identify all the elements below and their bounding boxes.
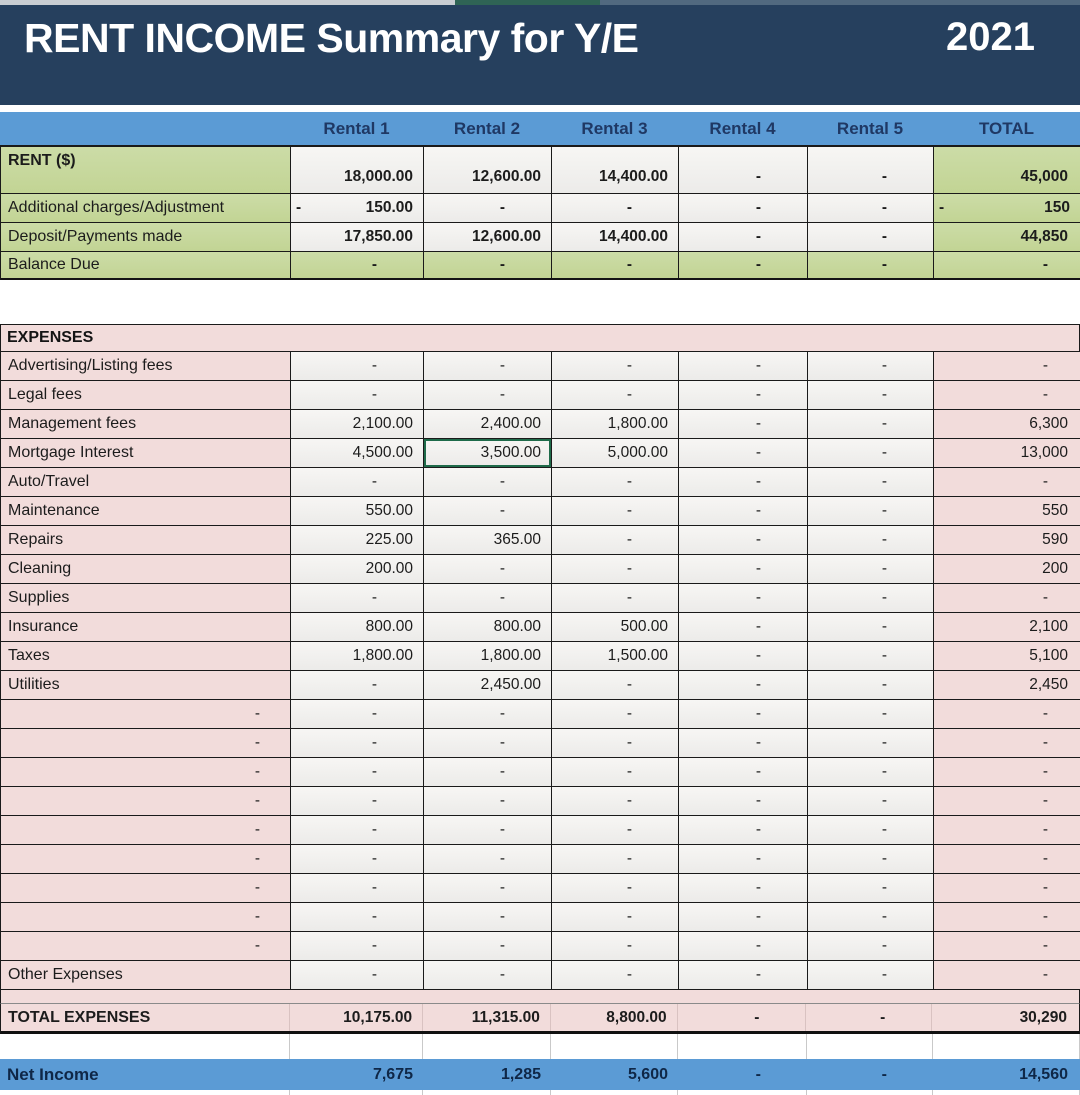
data-cell[interactable]: 14,400.00 xyxy=(552,223,679,251)
data-cell[interactable]: - xyxy=(291,961,424,989)
table-row xyxy=(1,439,1080,468)
data-cell[interactable]: - xyxy=(552,816,679,844)
data-cell[interactable]: - xyxy=(808,252,934,278)
data-cell[interactable]: 1,800.00 xyxy=(291,642,424,670)
data-cell[interactable]: - xyxy=(808,439,934,467)
data-cell[interactable]: 365.00 xyxy=(424,526,552,554)
data-cell[interactable]: - xyxy=(679,845,808,873)
data-cell[interactable]: - xyxy=(679,381,808,409)
expenses-footer-strip xyxy=(0,990,1080,1004)
data-cell[interactable]: - xyxy=(808,584,934,612)
data-cell[interactable]: - xyxy=(679,903,808,931)
column-header-total[interactable]: TOTAL xyxy=(978,118,1035,138)
data-cell[interactable]: - xyxy=(552,584,679,612)
data-cell[interactable]: - xyxy=(806,1004,932,1031)
data-cell[interactable]: - xyxy=(552,468,679,496)
data-cell[interactable]: - xyxy=(291,816,424,844)
data-cell[interactable]: - xyxy=(552,671,679,699)
data-cell[interactable]: - xyxy=(552,845,679,873)
data-cell[interactable]: 5,600 xyxy=(627,1065,668,1083)
data-cell[interactable]: 18,000.00 xyxy=(291,147,424,193)
row-label-cell[interactable]: - xyxy=(1,700,291,728)
data-cell[interactable]: 8,800.00 xyxy=(551,1004,678,1031)
data-cell[interactable]: - xyxy=(679,932,808,960)
data-cell[interactable]: - xyxy=(291,903,424,931)
column-header-rental-1[interactable]: Rental 1 xyxy=(323,118,390,138)
data-cell[interactable]: - xyxy=(424,874,552,902)
sheet-title: RENT INCOME Summary for Y/E xyxy=(24,15,639,61)
total-cell[interactable]: - xyxy=(934,903,1080,931)
data-cell[interactable]: 17,850.00 xyxy=(291,223,424,251)
data-cell[interactable]: - xyxy=(808,526,934,554)
row-label-cell[interactable]: - xyxy=(1,845,291,873)
data-cell[interactable]: - xyxy=(424,961,552,989)
data-cell[interactable]: - xyxy=(424,468,552,496)
table-row xyxy=(1,497,1080,526)
data-cell[interactable]: - xyxy=(808,381,934,409)
data-cell[interactable]: - xyxy=(808,555,934,583)
data-cell[interactable]: - xyxy=(424,497,552,525)
data-cell[interactable]: - xyxy=(679,439,808,467)
data-cell[interactable]: - xyxy=(291,787,424,815)
data-cell[interactable]: - xyxy=(679,816,808,844)
data-cell[interactable]: - xyxy=(808,903,934,931)
data-cell[interactable]: - xyxy=(552,903,679,931)
data-cell[interactable]: - xyxy=(679,555,808,583)
data-cell[interactable]: - xyxy=(679,526,808,554)
data-cell[interactable]: 1,800.00 xyxy=(424,642,552,670)
table-row xyxy=(1,961,1080,990)
data-cell[interactable]: 12,600.00 xyxy=(424,147,552,193)
data-cell[interactable]: - xyxy=(552,555,679,583)
data-cell[interactable]: - xyxy=(808,223,934,251)
data-cell[interactable]: 550.00 xyxy=(291,497,424,525)
column-header-row xyxy=(0,112,1080,145)
row-label-cell[interactable]: Utilities xyxy=(1,671,291,699)
total-cell[interactable]: - xyxy=(934,252,1080,278)
data-cell[interactable]: - xyxy=(424,555,552,583)
data-cell[interactable]: - xyxy=(679,194,808,222)
data-cell[interactable]: - xyxy=(679,729,808,757)
data-cell[interactable]: - xyxy=(424,252,552,278)
data-cell[interactable]: - xyxy=(808,194,934,222)
table-row xyxy=(1,932,1080,961)
data-cell[interactable]: - xyxy=(424,729,552,757)
empty-cell[interactable] xyxy=(0,1034,290,1059)
row-label-cell[interactable]: Mortgage Interest xyxy=(1,439,291,467)
total-cell[interactable]: - xyxy=(934,961,1080,989)
data-cell[interactable]: 1,285 xyxy=(500,1065,541,1083)
data-cell[interactable]: - xyxy=(808,642,934,670)
total-cell[interactable]: - xyxy=(934,468,1080,496)
data-cell[interactable]: - xyxy=(552,352,679,380)
section-header-expenses[interactable] xyxy=(0,324,1080,352)
total-cell[interactable]: 5,100 xyxy=(934,642,1080,670)
table-row xyxy=(1,700,1080,729)
section-gap xyxy=(0,280,1080,324)
data-cell[interactable]: - xyxy=(679,497,808,525)
table-row xyxy=(1,787,1080,816)
data-cell[interactable]: - xyxy=(291,758,424,786)
table-row xyxy=(1,642,1080,671)
data-cell[interactable]: - xyxy=(808,468,934,496)
data-cell[interactable]: - xyxy=(552,729,679,757)
data-cell[interactable]: 11,315.00 xyxy=(423,1004,551,1031)
empty-cell[interactable] xyxy=(423,1090,551,1095)
data-cell[interactable]: - xyxy=(552,700,679,728)
data-cell[interactable]: - xyxy=(552,961,679,989)
row-label-cell[interactable]: Legal fees xyxy=(1,381,291,409)
data-cell[interactable]: 4,500.00 xyxy=(291,439,424,467)
table-row xyxy=(1,147,1080,194)
data-cell[interactable]: - xyxy=(808,758,934,786)
top-strip-green-tab xyxy=(455,0,600,5)
row-label-cell[interactable]: TOTAL EXPENSES xyxy=(1,1004,290,1031)
data-cell[interactable]: - xyxy=(291,874,424,902)
row-label-cell[interactable]: Auto/Travel xyxy=(1,468,291,496)
empty-cell[interactable] xyxy=(0,1090,290,1095)
top-strip-slate xyxy=(600,0,1080,5)
total-cell[interactable]: 2,450 xyxy=(934,671,1080,699)
table-row xyxy=(1,874,1080,903)
empty-cell[interactable] xyxy=(678,1090,807,1095)
data-cell[interactable]: - xyxy=(679,787,808,815)
data-cell[interactable]: - xyxy=(424,700,552,728)
total-cell[interactable]: 590 xyxy=(934,526,1080,554)
row-label-cell[interactable]: - xyxy=(1,932,291,960)
empty-cell[interactable] xyxy=(290,1034,423,1059)
data-cell[interactable]: - xyxy=(808,613,934,641)
data-cell[interactable]: - xyxy=(679,874,808,902)
row-label-cell[interactable]: - xyxy=(1,758,291,786)
row-label-cell[interactable]: Cleaning xyxy=(1,555,291,583)
data-cell[interactable]: 800.00 xyxy=(424,613,552,641)
data-cell[interactable]: - xyxy=(424,845,552,873)
data-cell[interactable]: - xyxy=(552,252,679,278)
spacer-row xyxy=(0,1034,1080,1059)
data-cell[interactable]: - xyxy=(291,252,424,278)
data-cell[interactable]: - xyxy=(424,787,552,815)
data-cell[interactable]: 7,675 xyxy=(372,1065,413,1083)
data-cell[interactable]: - xyxy=(291,352,424,380)
empty-cell[interactable] xyxy=(551,1034,678,1059)
year-label: 2021 xyxy=(946,15,1035,59)
data-cell[interactable]: - xyxy=(679,642,808,670)
total-cell[interactable]: - xyxy=(934,700,1080,728)
total-cell[interactable]: 14,560 xyxy=(1019,1065,1068,1083)
data-cell[interactable]: - xyxy=(808,729,934,757)
table-row xyxy=(1,410,1080,439)
empty-cell[interactable] xyxy=(933,1090,1080,1095)
negative-sign: - xyxy=(296,199,302,216)
row-label-cell[interactable]: - xyxy=(1,816,291,844)
spacer-row xyxy=(0,1090,1080,1095)
total-cell[interactable]: - xyxy=(934,584,1080,612)
data-cell[interactable]: - xyxy=(679,700,808,728)
data-cell[interactable]: - xyxy=(424,932,552,960)
row-label-cell[interactable]: Repairs xyxy=(1,526,291,554)
row-label-cell[interactable]: - xyxy=(1,787,291,815)
data-cell[interactable]: - xyxy=(881,1065,887,1083)
data-cell[interactable]: - xyxy=(678,1004,807,1031)
row-label-cell[interactable]: Additional charges/Adjustment xyxy=(1,194,291,222)
data-cell[interactable]: - xyxy=(291,468,424,496)
data-cell[interactable]: 5,000.00 xyxy=(552,439,679,467)
data-cell[interactable]: 2,100.00 xyxy=(291,410,424,438)
data-cell[interactable]: - xyxy=(424,903,552,931)
data-cell[interactable]: 200.00 xyxy=(291,555,424,583)
data-cell[interactable]: - xyxy=(808,787,934,815)
row-label-cell[interactable]: Insurance xyxy=(1,613,291,641)
row-label-cell[interactable]: Management fees xyxy=(1,410,291,438)
data-cell[interactable]: - xyxy=(808,874,934,902)
data-cell[interactable]: - xyxy=(424,758,552,786)
data-cell[interactable] xyxy=(291,194,424,222)
data-cell[interactable]: - xyxy=(808,497,934,525)
row-label-cell[interactable]: Taxes xyxy=(1,642,291,670)
expenses-section xyxy=(0,352,1080,990)
data-cell[interactable]: - xyxy=(552,381,679,409)
negative-sign: - xyxy=(939,199,945,216)
total-cell[interactable]: 45,000 xyxy=(934,147,1080,193)
total-cell[interactable]: - xyxy=(934,874,1080,902)
total-cell[interactable]: 6,300 xyxy=(934,410,1080,438)
data-cell[interactable]: - xyxy=(755,1065,761,1083)
total-cell[interactable] xyxy=(934,194,1080,222)
data-cell[interactable]: - xyxy=(808,961,934,989)
row-label-cell[interactable]: Balance Due xyxy=(1,252,291,278)
total-cell[interactable]: 13,000 xyxy=(934,439,1080,467)
empty-cell[interactable] xyxy=(933,1034,1080,1059)
data-cell[interactable]: - xyxy=(291,729,424,757)
data-cell[interactable]: - xyxy=(291,584,424,612)
table-row xyxy=(1,671,1080,700)
top-edge-strip xyxy=(0,0,1080,5)
total-expenses-row xyxy=(0,1004,1080,1034)
table-row xyxy=(1,252,1080,280)
data-cell[interactable]: - xyxy=(291,671,424,699)
expenses-section-label: EXPENSES xyxy=(7,329,94,346)
table-row xyxy=(1,352,1080,381)
column-header-rental-2[interactable]: Rental 2 xyxy=(453,118,521,138)
data-cell[interactable]: 1,800.00 xyxy=(552,410,679,438)
data-cell[interactable]: - xyxy=(424,352,552,380)
data-cell[interactable]: 12,600.00 xyxy=(424,223,552,251)
column-header-rental-4[interactable]: Rental 4 xyxy=(709,118,776,138)
row-label-cell[interactable]: - xyxy=(1,903,291,931)
data-cell[interactable]: - xyxy=(291,845,424,873)
cell-value: 150 xyxy=(1044,199,1070,216)
data-cell[interactable]: 800.00 xyxy=(291,613,424,641)
total-cell[interactable]: - xyxy=(934,381,1080,409)
table-row xyxy=(1,758,1080,787)
column-header-rental-5[interactable]: Rental 5 xyxy=(836,118,904,138)
table-row xyxy=(1,903,1080,932)
data-cell[interactable]: - xyxy=(679,223,808,251)
data-cell[interactable]: - xyxy=(679,147,808,193)
empty-cell[interactable] xyxy=(290,1090,423,1095)
row-label-cell[interactable]: Other Expenses xyxy=(1,961,291,989)
data-cell[interactable]: - xyxy=(552,787,679,815)
data-cell[interactable]: 500.00 xyxy=(552,613,679,641)
data-cell[interactable]: - xyxy=(291,381,424,409)
total-cell[interactable]: - xyxy=(934,758,1080,786)
total-cell[interactable]: 550 xyxy=(934,497,1080,525)
row-label-cell[interactable]: Deposit/Payments made xyxy=(1,223,291,251)
data-cell[interactable]: - xyxy=(679,252,808,278)
data-cell[interactable]: - xyxy=(291,932,424,960)
total-cell[interactable]: - xyxy=(934,932,1080,960)
total-cell[interactable]: 30,290 xyxy=(1019,1008,1067,1026)
data-cell[interactable]: - xyxy=(424,194,552,222)
table-row xyxy=(1,816,1080,845)
data-cell[interactable]: - xyxy=(552,874,679,902)
banner-gap xyxy=(0,105,1080,112)
data-cell[interactable]: - xyxy=(679,584,808,612)
data-cell[interactable]: - xyxy=(552,194,679,222)
total-cell[interactable]: - xyxy=(934,352,1080,380)
table-row xyxy=(1,223,1080,252)
data-cell[interactable]: - xyxy=(552,758,679,786)
data-cell[interactable]: - xyxy=(679,613,808,641)
selected-cell[interactable]: 3,500.00 xyxy=(424,439,552,467)
total-cell[interactable]: - xyxy=(934,845,1080,873)
data-cell[interactable]: 1,500.00 xyxy=(552,642,679,670)
data-cell[interactable]: - xyxy=(679,758,808,786)
total-cell[interactable]: 44,850 xyxy=(934,223,1080,251)
total-cell[interactable]: - xyxy=(934,729,1080,757)
data-cell[interactable]: 10,175.00 xyxy=(290,1004,423,1031)
row-label-cell[interactable]: - xyxy=(1,729,291,757)
data-cell[interactable]: - xyxy=(679,410,808,438)
data-cell[interactable]: - xyxy=(679,468,808,496)
data-cell[interactable]: - xyxy=(424,584,552,612)
empty-cell[interactable] xyxy=(807,1090,933,1095)
data-cell[interactable]: - xyxy=(291,700,424,728)
data-cell[interactable]: - xyxy=(552,497,679,525)
row-label-cell[interactable]: Net Income xyxy=(7,1064,99,1084)
data-cell[interactable]: - xyxy=(808,410,934,438)
data-cell[interactable]: - xyxy=(679,671,808,699)
total-cell[interactable]: 2,100 xyxy=(934,613,1080,641)
data-cell[interactable]: - xyxy=(808,816,934,844)
data-cell[interactable]: 2,400.00 xyxy=(424,410,552,438)
cell-value: 150.00 xyxy=(365,199,413,216)
data-cell[interactable]: - xyxy=(808,147,934,193)
empty-cell[interactable] xyxy=(807,1034,933,1059)
data-cell[interactable]: - xyxy=(679,961,808,989)
table-row xyxy=(1,845,1080,874)
total-cell[interactable]: - xyxy=(934,816,1080,844)
row-label-cell[interactable]: Maintenance xyxy=(1,497,291,525)
table-row xyxy=(1,555,1080,584)
table-row xyxy=(1,613,1080,642)
table-row xyxy=(1,729,1080,758)
column-header-rental-3[interactable]: Rental 3 xyxy=(581,118,648,138)
top-strip-gray xyxy=(0,0,455,5)
table-row xyxy=(1,381,1080,410)
empty-cell[interactable] xyxy=(423,1034,551,1059)
data-cell[interactable]: - xyxy=(808,700,934,728)
data-cell[interactable]: 225.00 xyxy=(291,526,424,554)
table-row xyxy=(1,584,1080,613)
row-label-cell[interactable]: - xyxy=(1,874,291,902)
data-cell[interactable]: 2,450.00 xyxy=(424,671,552,699)
table-row xyxy=(1,194,1080,223)
row-label-cell[interactable]: Advertising/Listing fees xyxy=(1,352,291,380)
data-cell[interactable]: - xyxy=(424,816,552,844)
income-section xyxy=(0,145,1080,280)
data-cell[interactable]: - xyxy=(679,352,808,380)
column-header-corner[interactable] xyxy=(0,112,290,145)
data-cell[interactable]: - xyxy=(808,845,934,873)
empty-cell[interactable] xyxy=(551,1090,678,1095)
data-cell[interactable]: - xyxy=(552,932,679,960)
data-cell[interactable]: - xyxy=(808,352,934,380)
total-cell[interactable]: - xyxy=(934,787,1080,815)
data-cell[interactable]: - xyxy=(552,526,679,554)
data-cell[interactable]: - xyxy=(808,671,934,699)
net-income-row xyxy=(0,1059,1080,1090)
row-label-cell[interactable]: Supplies xyxy=(1,584,291,612)
total-cell[interactable]: 200 xyxy=(934,555,1080,583)
empty-cell[interactable] xyxy=(678,1034,807,1059)
data-cell[interactable]: - xyxy=(808,932,934,960)
data-cell[interactable]: 14,400.00 xyxy=(552,147,679,193)
title-banner xyxy=(0,5,1080,105)
data-cell[interactable]: - xyxy=(424,381,552,409)
table-row xyxy=(1,526,1080,555)
table-row xyxy=(1,468,1080,497)
row-label-cell[interactable]: RENT ($) xyxy=(1,147,291,193)
